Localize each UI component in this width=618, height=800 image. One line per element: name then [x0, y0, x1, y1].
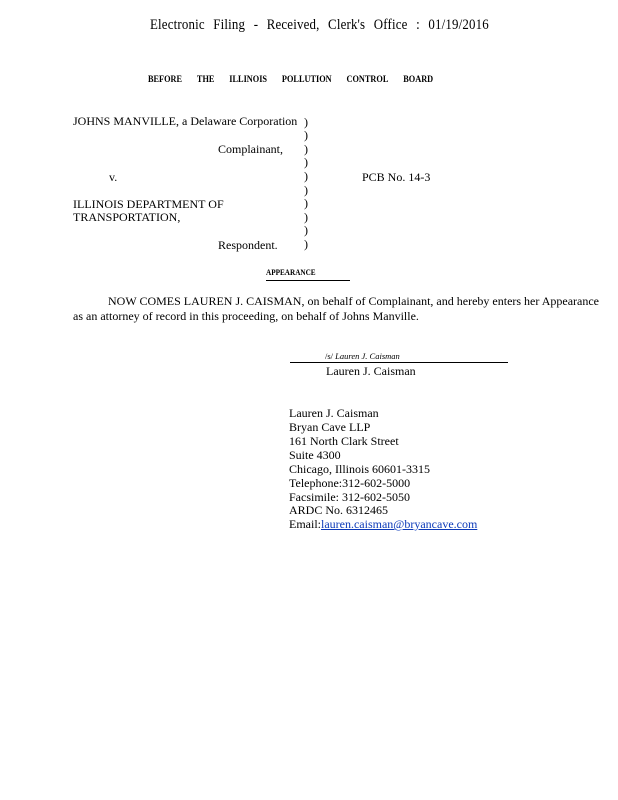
case-number: PCB No. 14-3 — [362, 170, 431, 184]
board-title — [148, 74, 433, 84]
caption-paren: ) — [304, 115, 308, 129]
caption-paren: ) — [304, 223, 308, 237]
appearance-paragraph — [73, 294, 603, 323]
caption-paren: ) — [304, 210, 308, 224]
appearance-text: NOW COMES LAUREN J. CAISMAN, on behalf of Complainant, and hereby enters her Appearance as an attorney of record in this proceeding, on behalf of Johns Manville. — [73, 294, 600, 323]
signature-line — [290, 362, 508, 363]
contact-ardc: ARDC No. 6312465 — [289, 503, 389, 517]
facsimile-label: Facsimile: — [289, 490, 339, 504]
contact-city: Chicago, Illinois 60601-3315 — [289, 462, 430, 476]
caption-paren: ) — [304, 183, 308, 197]
email-link[interactable]: lauren.caisman@bryancave.com — [321, 517, 478, 531]
respondent-label: Respondent. — [218, 238, 278, 252]
contact-street: 161 North Clark Street — [289, 434, 399, 448]
document-heading: APPEARANCE — [266, 268, 316, 277]
telephone-number: 312-602-5000 — [342, 476, 411, 490]
board-word: POLLUTION — [281, 74, 332, 84]
respondent-party-line1: ILLINOIS DEPARTMENT OF — [73, 197, 224, 211]
caption-paren: ) — [304, 155, 308, 169]
contact-suite: Suite 4300 — [289, 448, 341, 462]
respondent-party-line2: TRANSPORTATION, — [73, 210, 181, 224]
complainant-party: JOHNS MANVILLE, a Delaware Corporation — [73, 114, 298, 128]
caption-paren: ) — [304, 142, 308, 156]
board-word: THE — [196, 74, 215, 84]
versus-label: v. — [109, 170, 118, 184]
electronic-signature — [325, 351, 400, 361]
caption-paren: ) — [304, 128, 308, 142]
contact-email — [289, 517, 477, 531]
signature-printed-name: Lauren J. Caisman — [326, 364, 416, 378]
signature-prefix: /s/ — [325, 351, 334, 361]
board-word: CONTROL — [346, 74, 389, 84]
board-word: BEFORE — [148, 74, 183, 84]
contact-telephone — [289, 476, 410, 490]
board-word: BOARD — [403, 74, 434, 84]
heading-underline — [266, 280, 350, 281]
contact-name: Lauren J. Caisman — [289, 406, 379, 420]
caption-paren: ) — [304, 196, 308, 210]
signature-name: Lauren J. Caisman — [335, 351, 400, 361]
facsimile-number: 312-602-5050 — [342, 490, 410, 504]
caption-paren: ) — [304, 237, 308, 251]
filing-stamp: Electronic Filing - Received, Clerk's Office : 01/19/2016 — [150, 17, 489, 33]
caption-paren: ) — [304, 169, 308, 183]
board-word: ILLINOIS — [229, 74, 268, 84]
contact-facsimile — [289, 490, 410, 504]
complainant-label: Complainant, — [218, 142, 283, 156]
contact-firm: Bryan Cave LLP — [289, 420, 371, 434]
email-label: Email: — [289, 517, 321, 531]
telephone-label: Telephone: — [289, 476, 343, 490]
